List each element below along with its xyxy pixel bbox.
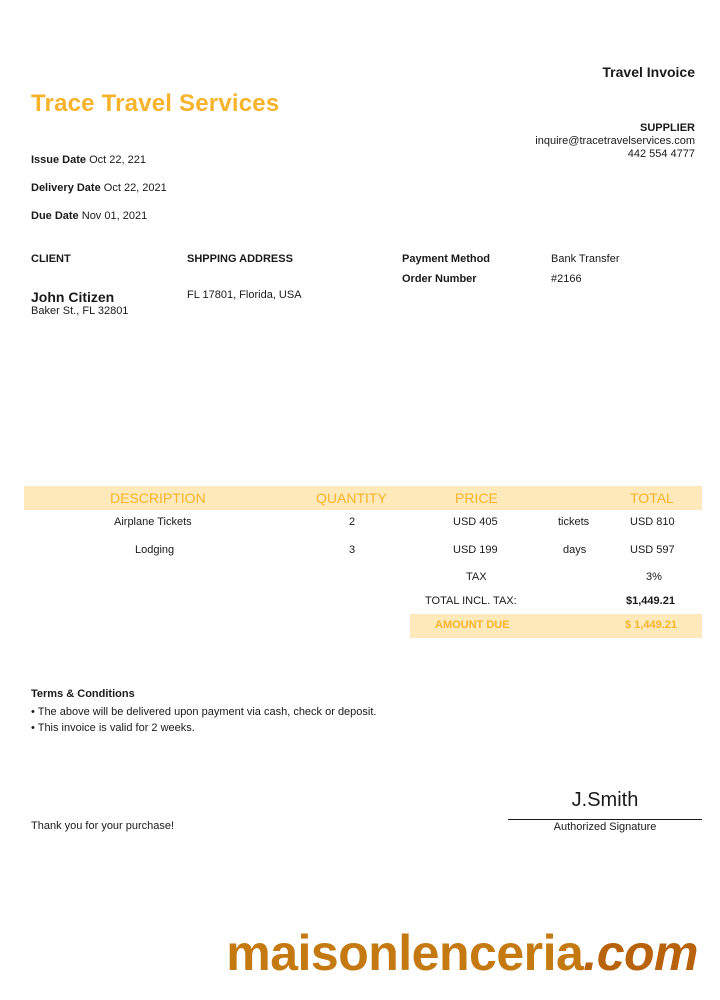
issue-date-label: Issue Date: [31, 154, 87, 166]
terms-item: • The above will be delivered upon payment via cash, check or deposit.: [31, 706, 377, 718]
signature-label: Authorized Signature: [553, 821, 657, 833]
row-price: USD 199: [453, 544, 498, 556]
row-description: Airplane Tickets: [114, 516, 192, 528]
shipping-address: FL 17801, Florida, USA: [187, 289, 302, 301]
delivery-date-label: Delivery Date: [31, 182, 101, 194]
supplier-block: [535, 122, 695, 161]
client-address: Baker St., FL 32801: [31, 305, 129, 317]
row-unit: days: [563, 544, 587, 556]
tax-label: TAX: [466, 571, 487, 583]
supplier-email: inquire@tracetravelservices.com: [535, 135, 695, 147]
thank-you-note: Thank you for your purchase!: [31, 820, 175, 832]
total-incl-tax-value: $1,449.21: [626, 595, 675, 607]
delivery-date-value: Oct 22, 2021: [103, 182, 167, 194]
due-date-label: Due Date: [31, 210, 79, 222]
price-header: PRICE: [455, 490, 498, 506]
amount-due-value: $ 1,449.21: [625, 619, 677, 631]
amount-due-label: AMOUNT DUE: [435, 619, 510, 631]
signature-line: [508, 819, 702, 820]
row-total: USD 810: [630, 516, 675, 528]
issue-date-value: Oct 22, 221: [89, 154, 146, 166]
watermark-text: [226, 924, 698, 982]
quantity-header: QUANTITY: [316, 490, 387, 506]
payment-method-label: Payment Method: [402, 253, 491, 265]
tax-value: 3%: [646, 571, 662, 583]
shipping-label: SHPPING ADDRESS: [187, 253, 293, 265]
row-description: Lodging: [135, 544, 175, 556]
description-header: DESCRIPTION: [110, 490, 206, 506]
client-label: CLIENT: [31, 253, 71, 265]
row-unit: tickets: [558, 516, 590, 528]
delivery-date-row: [31, 182, 167, 194]
terms-item: • This invoice is valid for 2 weeks.: [31, 722, 195, 734]
supplier-phone: 442 554 4777: [627, 148, 695, 160]
due-date-row: [31, 210, 147, 222]
watermark-main: maisonlenceria: [226, 925, 584, 981]
watermark-tld: .com: [583, 925, 698, 981]
row-quantity: 3: [349, 544, 356, 556]
company-name: Trace Travel Services: [31, 90, 280, 117]
items-table-header: [24, 486, 702, 510]
signature-name: J.Smith: [571, 789, 639, 811]
row-total: USD 597: [630, 544, 675, 556]
payment-method-value: Bank Transfer: [551, 253, 620, 265]
total-header: TOTAL: [630, 490, 674, 506]
total-incl-tax-label: TOTAL INCL. TAX:: [425, 595, 517, 607]
terms-list: [31, 704, 376, 736]
document-title: Travel Invoice: [602, 64, 695, 80]
order-number-label: Order Number: [402, 273, 477, 285]
supplier-label: SUPPLIER: [639, 122, 695, 134]
client-name: John Citizen: [31, 289, 115, 305]
order-number-value: #2166: [551, 273, 582, 285]
issue-date-row: [31, 154, 146, 166]
row-quantity: 2: [349, 516, 356, 528]
amount-due-row: [410, 614, 702, 638]
row-price: USD 405: [453, 516, 498, 528]
terms-title: Terms & Conditions: [31, 688, 135, 700]
due-date-value: Nov 01, 2021: [81, 210, 148, 222]
